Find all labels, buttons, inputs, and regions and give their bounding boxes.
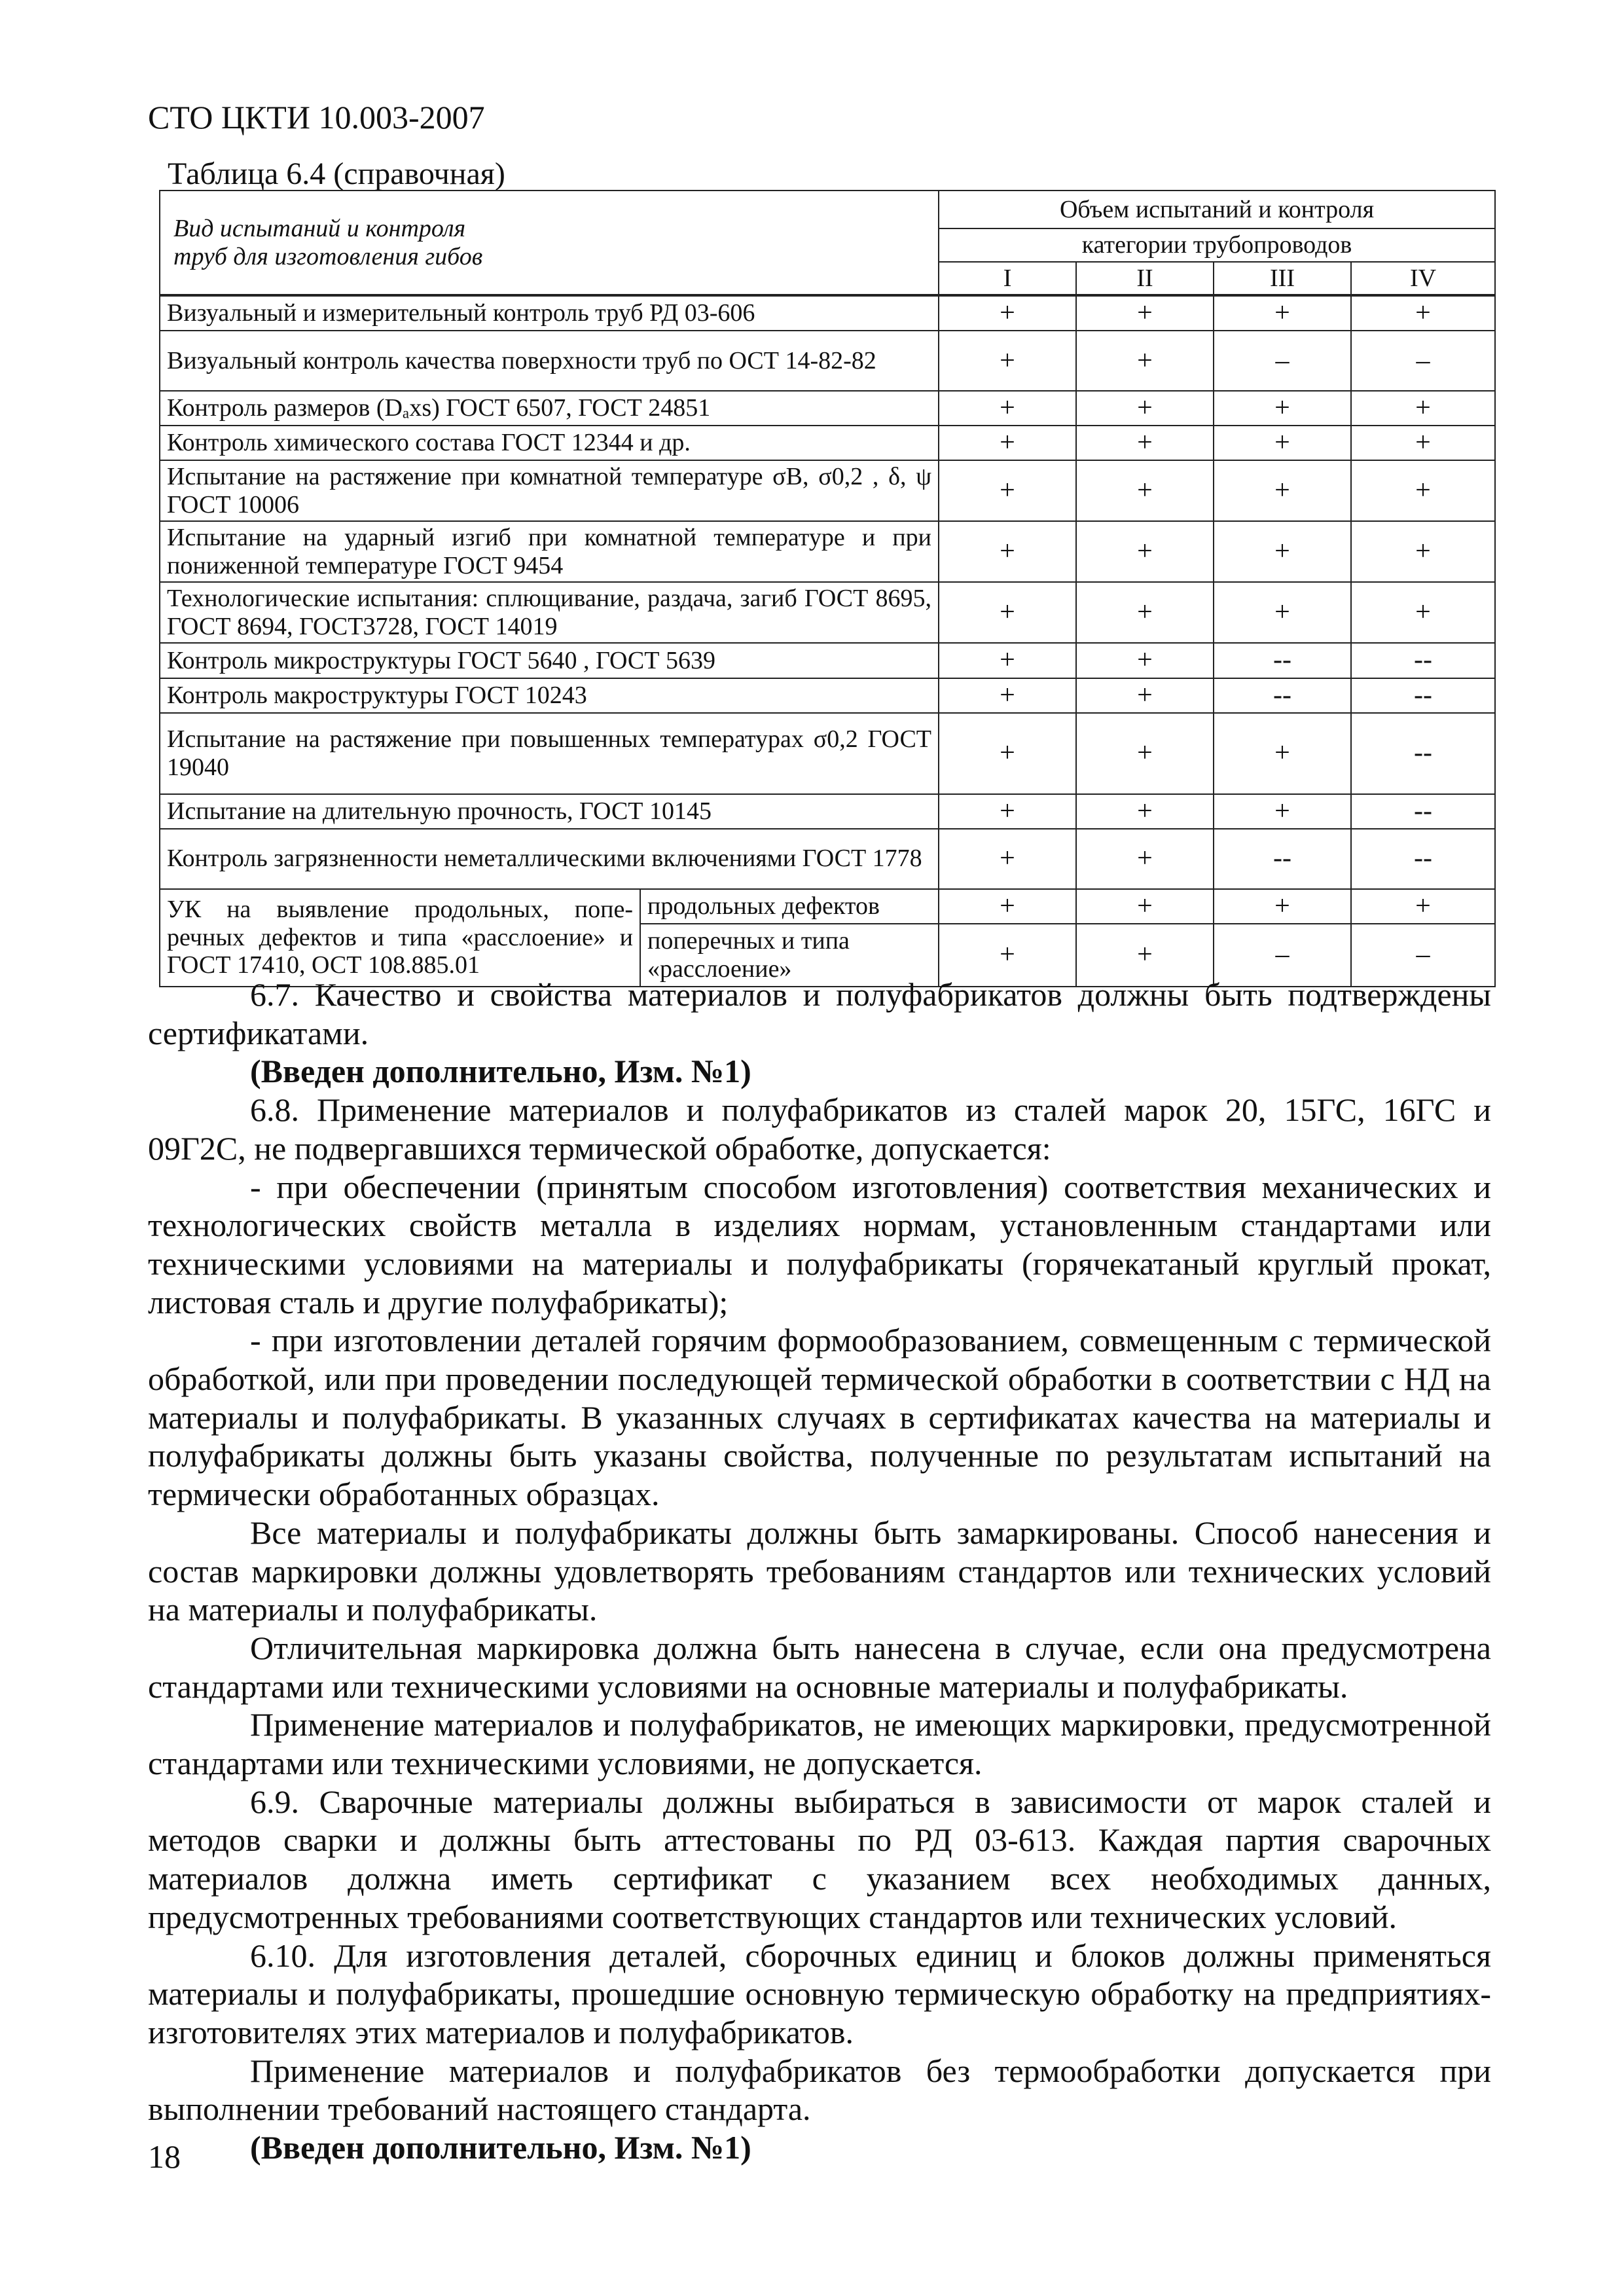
mark-cell: + [1351,295,1495,331]
table-row [160,391,1495,426]
paragraph: Отличительная маркировка должна быть нанесена в случае, если она предусмотрена стандартами или техническими условиями на основные материалы и полуфабрикаты. [148,1629,1491,1705]
mark-cell: – [1214,924,1351,987]
table-row [160,889,1495,924]
table-row [160,331,1495,391]
mark-cell: + [1076,582,1214,643]
mark-cell: + [1214,426,1351,460]
test-subtype: поперечных и типа «расслоение» [640,924,939,987]
mark-cell: + [1214,521,1351,582]
mark-cell: + [1214,713,1351,794]
mark-cell: + [1076,643,1214,678]
mark-cell: + [939,713,1076,794]
test-name: Технологические испытания: сплющивание, раздача, загиб ГОСТ 8695, ГОСТ 8694, ГОСТ3728, ГОСТ 14019 [160,582,939,643]
mark-cell: + [939,582,1076,643]
mark-cell: + [1351,460,1495,521]
table-head-test-type-line2: труб для изготовления гибов [173,242,483,270]
table-row [160,794,1495,829]
mark-cell: + [1214,889,1351,924]
test-name: Визуальный контроль качества поверхности труб по ОСТ 14-82-82 [160,331,939,391]
mark-cell: + [939,924,1076,987]
inspection-table [159,190,1496,987]
paragraph: - при изготовлении деталей горячим формообразованием, совмещенным с термической обработкой, или при проведении последующей термической обработки в соответствии с НД на материалы и полуфабрикаты. В указанных случаях в сертификатах качества на материалы и полуфабрикаты должны быть указаны свойства, полученные по результатам испытаний на термически обработанных образцах. [148,1322,1491,1513]
mark-cell: -- [1214,643,1351,678]
mark-cell: -- [1351,829,1495,889]
table-row [160,678,1495,713]
document-code: СТО ЦКТИ 10.003-2007 [148,99,485,136]
test-name: Визуальный и измерительный контроль труб РД 03-606 [160,295,939,331]
mark-cell: + [1214,794,1351,829]
paragraph: 6.9. Сварочные материалы должны выбираться в зависимости от марок сталей и методов сварки и должны быть аттестованы по РД 03-613. Каждая партия сварочных материалов должна иметь сертификат с указанием всех необходимых данных, предусмотренных требованиями соответствующих стандартов или технических условий. [148,1783,1491,1935]
test-subtype: продольных дефектов [640,889,939,924]
test-name: Контроль макроструктуры ГОСТ 10243 [160,678,939,713]
paragraph: Применение материалов и полуфабрикатов, не имеющих маркировки, предусмотренной стандартами или техническими условиями, не допускается. [148,1706,1491,1782]
mark-cell: + [1076,678,1214,713]
mark-cell: + [1076,391,1214,426]
table-head-scope: Объем испытаний и контроля [939,191,1495,228]
test-name: Испытание на растяжение при комнатной температуре σВ, σ0,2 , δ, ψ ГОСТ 10006 [160,460,939,521]
table-caption: Таблица 6.4 (справочная) [168,156,505,191]
mark-cell: + [939,331,1076,391]
mark-cell: + [939,678,1076,713]
paragraph: 6.7. Качество и свойства материалов и полуфабрикатов должны быть подтверждены сертификатами. [148,976,1491,1051]
mark-cell: + [1214,582,1351,643]
table-head-category: категории трубопроводов [939,228,1495,262]
mark-cell: + [1351,391,1495,426]
mark-cell: + [939,426,1076,460]
test-name: Испытание на ударный изгиб при комнатной температуре и при пониженной температуре ГОСТ 9454 [160,521,939,582]
mark-cell: + [1076,889,1214,924]
mark-cell: + [939,295,1076,331]
mark-cell: -- [1351,794,1495,829]
table-row [160,426,1495,460]
mark-cell: + [1214,460,1351,521]
mark-cell: -- [1351,713,1495,794]
mark-cell: + [939,889,1076,924]
test-name: Контроль микроструктуры ГОСТ 5640 , ГОСТ 5639 [160,643,939,678]
paragraph: - при обеспечении (принятым способом изготовления) соответствия механических и технологических свойств металла в изделиях нормам, установленным стандартами или техническими условиями на материалы и полуфабрикаты (горячекатаный круглый прокат, листовая сталь и другие полуфабрикаты); [148,1168,1491,1321]
mark-cell: – [1214,331,1351,391]
category-header: III [1214,262,1351,296]
table-head-test-type-line1: Вид испытаний и контроля [173,215,466,242]
paragraph: 6.8. Применение материалов и полуфабрикатов из сталей марок 20, 15ГС, 16ГС и 09Г2С, не подвергавшихся термической обработке, допускается: [148,1091,1491,1167]
table-row [160,643,1495,678]
amendment-note: (Введен дополнительно, Изм. №1) [250,2129,751,2166]
test-name: УК на выявление продольных, попе-речных дефектов и типа «расслоение» и ГОСТ 17410, ОСТ 108.885.01 [160,889,640,987]
mark-cell: + [939,391,1076,426]
mark-cell: + [1076,829,1214,889]
mark-cell: + [1076,713,1214,794]
mark-cell: + [1076,460,1214,521]
category-header: I [939,262,1076,296]
test-name: Испытание на растяжение при повышенных температурах σ0,2 ГОСТ 19040 [160,713,939,794]
mark-cell: + [1351,582,1495,643]
mark-cell: + [1076,295,1214,331]
mark-cell: + [1076,924,1214,987]
mark-cell: – [1351,924,1495,987]
mark-cell: -- [1351,643,1495,678]
table-row [160,829,1495,889]
body-text [148,975,1491,2167]
table-row [160,582,1495,643]
mark-cell: + [939,521,1076,582]
paragraph: Применение материалов и полуфабрикатов без термообработки допускается при выполнении требований настоящего стандарта. [148,2052,1491,2128]
table-row [160,295,1495,331]
mark-cell: + [1351,521,1495,582]
mark-cell: + [1076,521,1214,582]
mark-cell: + [939,794,1076,829]
test-name: Контроль химического состава ГОСТ 12344 и др. [160,426,939,460]
mark-cell: + [1214,391,1351,426]
test-name: Контроль размеров (Dₐxs) ГОСТ 6507, ГОСТ 24851 [160,391,939,426]
mark-cell: + [939,829,1076,889]
test-name: Испытание на длительную прочность, ГОСТ 10145 [160,794,939,829]
table-row [160,460,1495,521]
mark-cell: -- [1351,678,1495,713]
mark-cell: + [939,460,1076,521]
test-name: Контроль загрязненности неметаллическими включениями ГОСТ 1778 [160,829,939,889]
mark-cell: + [1076,331,1214,391]
mark-cell: + [1351,889,1495,924]
paragraph: 6.10. Для изготовления деталей, сборочных единиц и блоков должны применяться материалы и полуфабрикаты, прошедшие основную термическую обработку на предприятиях-изготовителях этих материалов и полуфабрикатов. [148,1937,1491,2050]
table-row [160,713,1495,794]
mark-cell: + [939,643,1076,678]
paragraph: Все материалы и полуфабрикаты должны быть замаркированы. Способ нанесения и состав маркировки должны удовлетворять требованиям стандартов или технических условий на материалы и полуфабрикаты. [148,1514,1491,1628]
category-header: II [1076,262,1214,296]
category-header: IV [1351,262,1495,296]
mark-cell: + [1076,794,1214,829]
mark-cell: + [1214,295,1351,331]
page-number: 18 [148,2138,181,2175]
table-row [160,521,1495,582]
amendment-note: (Введен дополнительно, Изм. №1) [250,1053,751,1090]
mark-cell: -- [1214,829,1351,889]
mark-cell: + [1351,426,1495,460]
table-head-test-type [160,191,939,295]
mark-cell: -- [1214,678,1351,713]
mark-cell: – [1351,331,1495,391]
mark-cell: + [1076,426,1214,460]
